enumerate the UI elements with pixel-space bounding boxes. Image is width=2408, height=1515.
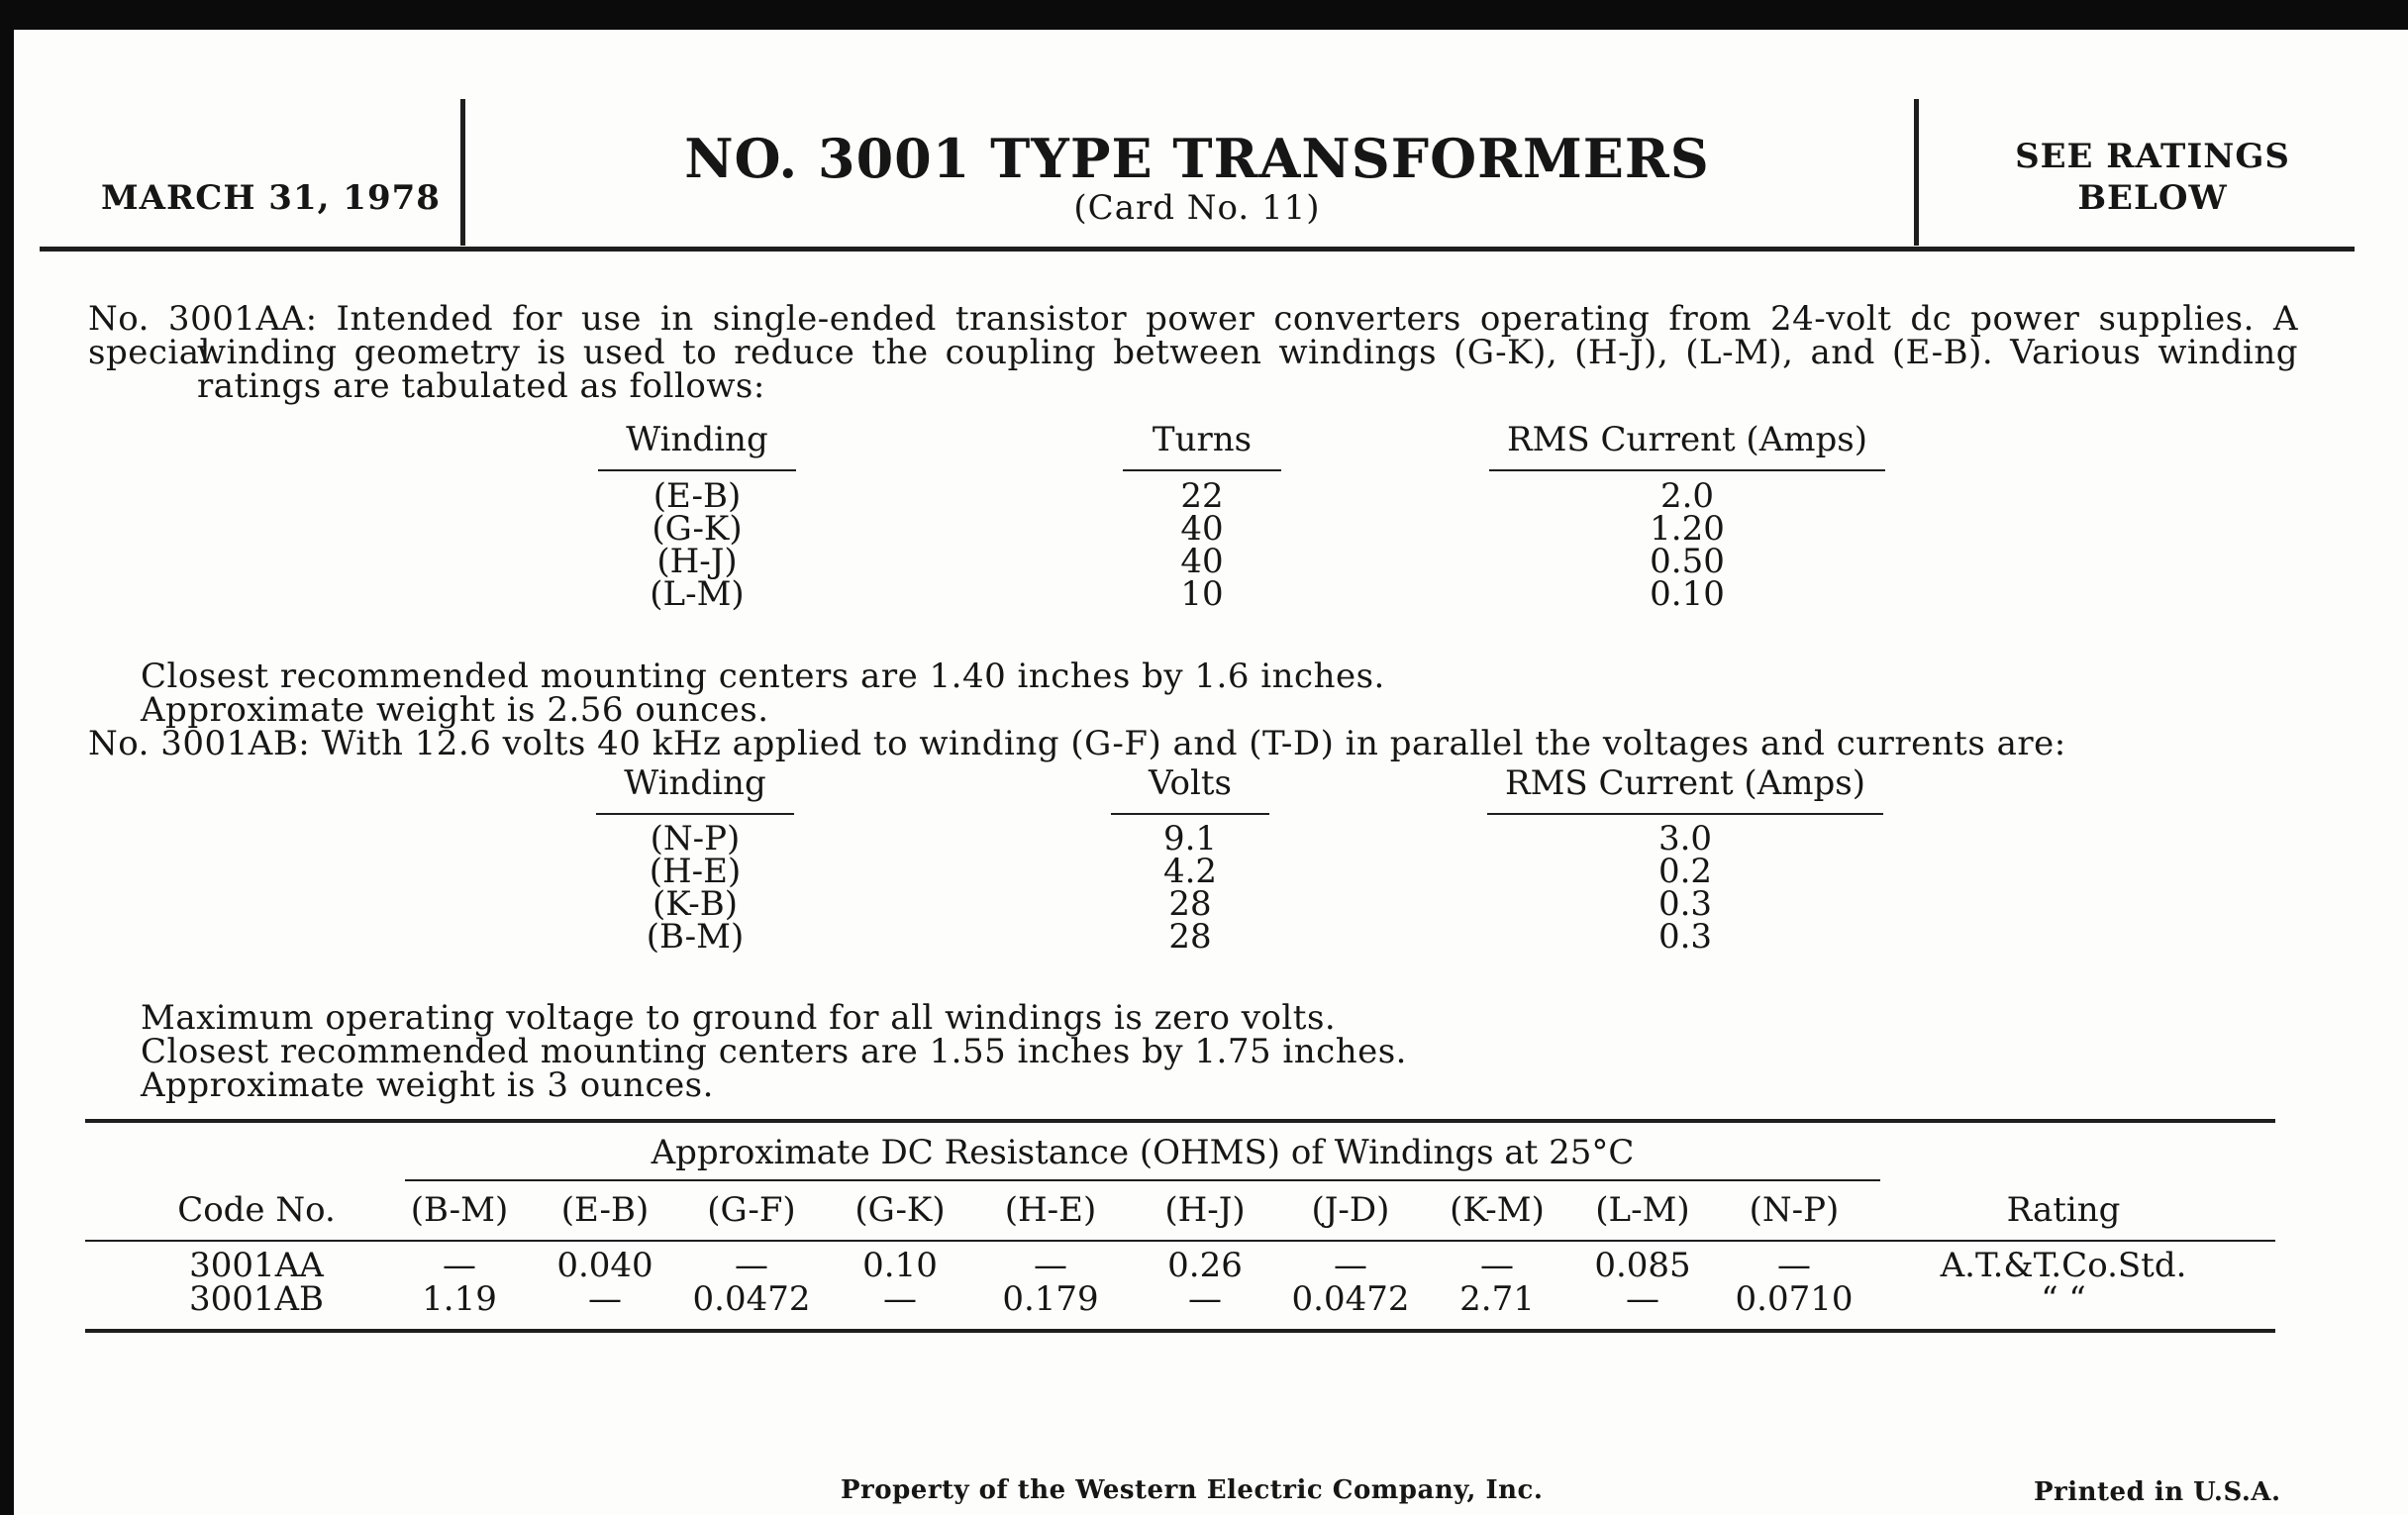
resistance-value: — — [443, 1246, 476, 1285]
card-number: (Card No. 11) — [1073, 188, 1321, 228]
aa-winding-column — [598, 476, 796, 614]
resistance-value: — — [1188, 1279, 1222, 1319]
resistance-value: 0.10 — [862, 1246, 938, 1285]
table-cell: 0.3 — [1657, 917, 1713, 957]
resistance-value: — — [1777, 1246, 1811, 1285]
resistance-value: — — [1626, 1279, 1659, 1319]
resistance-value: 0.0710 — [1735, 1279, 1854, 1319]
column-header: Rating — [2006, 1190, 2121, 1230]
table-cell: (H-E) — [649, 852, 742, 891]
table-cell: (K-B) — [652, 884, 738, 924]
aa-description-line3: ratings are tabulated as follows: — [197, 366, 765, 406]
column-header: (B-M) — [410, 1190, 509, 1230]
table-cell: 1.20 — [1650, 509, 1725, 549]
aa-col-turns: Turns — [1152, 420, 1253, 459]
footer-property: Property of the Western Electric Company, Inc. — [841, 1475, 1544, 1505]
resistance-value: 0.0472 — [692, 1279, 811, 1319]
aa-col-winding: Winding — [626, 420, 768, 459]
resistance-value: 0.26 — [1167, 1246, 1243, 1285]
rating-cell: A.T.&T.Co.Std. — [1940, 1246, 2187, 1285]
ab-volts-column — [1111, 819, 1269, 957]
rating-cell: “ “ — [2041, 1279, 2086, 1319]
table-cell: 9.1 — [1162, 819, 1218, 858]
column-header: (N-P) — [1749, 1190, 1840, 1230]
table-cell: (G-K) — [652, 509, 743, 549]
table-cell: 0.10 — [1650, 574, 1725, 614]
ab-voltage-note: Maximum operating voltage to ground for all windings is zero volts. — [141, 998, 1337, 1038]
header-rule — [40, 247, 2355, 252]
table-top-rule — [85, 1119, 2275, 1123]
ab-winding-column — [596, 819, 794, 957]
header-row-rule — [85, 1240, 2275, 1242]
ab-weight-note: Approximate weight is 3 ounces. — [141, 1065, 714, 1105]
aa-turns-column — [1123, 476, 1281, 614]
code-number: 3001AB — [188, 1279, 325, 1319]
table-cell: 22 — [1180, 476, 1224, 516]
table-cell: 40 — [1180, 509, 1224, 549]
ab-current-column — [1487, 819, 1883, 957]
ab-col-rule — [596, 813, 794, 815]
column-header: Code No. — [177, 1190, 336, 1230]
resistance-caption: Approximate DC Resistance (OHMS) of Windings at 25°C — [651, 1133, 1635, 1172]
resistance-value: 2.71 — [1459, 1279, 1535, 1319]
table-cell: (N-P) — [650, 819, 741, 858]
table-cell: (E-B) — [652, 476, 742, 516]
resistance-value: — — [883, 1279, 917, 1319]
ratings-note-line2: BELOW — [2077, 178, 2228, 218]
column-header: (H-E) — [1004, 1190, 1097, 1230]
resistance-value: 1.19 — [422, 1279, 497, 1319]
resistance-value: 0.085 — [1594, 1246, 1691, 1285]
column-header: (E-B) — [560, 1190, 650, 1230]
ab-col-current: RMS Current (Amps) — [1505, 763, 1865, 803]
page-title: NO. 3001 TYPE TRANSFORMERS — [684, 127, 1710, 190]
table-cell: 3.0 — [1657, 819, 1713, 858]
resistance-value: 0.179 — [1002, 1279, 1099, 1319]
table-cell: (B-M) — [646, 917, 745, 957]
header-divider-left — [460, 99, 465, 246]
aa-description-line2: winding geometry is used to reduce the coupling between windings (G-K), (H-J), (L-M), and (E-B). Various winding — [197, 333, 2298, 372]
table-cell: 0.3 — [1657, 884, 1713, 924]
aa-col-current: RMS Current (Amps) — [1507, 420, 1867, 459]
table-cell: 4.2 — [1162, 852, 1218, 891]
ab-col-winding: Winding — [624, 763, 766, 803]
column-header: (G-F) — [707, 1190, 796, 1230]
resistance-value: — — [588, 1279, 622, 1319]
table-cell: 28 — [1168, 917, 1212, 957]
column-header: (G-K) — [854, 1190, 946, 1230]
aa-col-rule — [1123, 469, 1281, 471]
ab-col-volts: Volts — [1149, 763, 1232, 803]
table-cell: 2.0 — [1659, 476, 1715, 516]
caption-rule — [405, 1179, 1880, 1181]
card-date: MARCH 31, 1978 — [101, 178, 441, 218]
table-cell: (H-J) — [656, 542, 738, 581]
code-number: 3001AA — [189, 1246, 324, 1285]
ab-description: No. 3001AB: With 12.6 volts 40 kHz applied to winding (G-F) and (T-D) in parallel the voltages and currents are: — [88, 724, 2066, 763]
table-cell: 0.2 — [1657, 852, 1713, 891]
ab-col-rule — [1487, 813, 1883, 815]
aa-col-rule — [598, 469, 796, 471]
aa-weight-note: Approximate weight is 2.56 ounces. — [141, 690, 769, 730]
column-header: (L-M) — [1595, 1190, 1690, 1230]
aa-description-line1: No. 3001AA: Intended for use in single-ended transistor power converters operating from 24-volt dc power supplies. A special — [88, 299, 2298, 372]
resistance-value: — — [1334, 1246, 1367, 1285]
aa-mounting-note: Closest recommended mounting centers are 1.40 inches by 1.6 inches. — [141, 656, 1385, 696]
ab-col-rule — [1111, 813, 1269, 815]
table-cell: 0.50 — [1650, 542, 1725, 581]
spec-card — [14, 30, 2408, 1515]
table-cell: 28 — [1168, 884, 1212, 924]
aa-col-rule — [1489, 469, 1885, 471]
column-header: (K-M) — [1450, 1190, 1545, 1230]
column-header: (J-D) — [1311, 1190, 1390, 1230]
footer-printed: Printed in U.S.A. — [2034, 1477, 2281, 1507]
table-cell: (L-M) — [650, 574, 745, 614]
ab-mounting-note: Closest recommended mounting centers are 1.55 inches by 1.75 inches. — [141, 1032, 1407, 1071]
resistance-value: — — [1480, 1246, 1514, 1285]
header-divider-right — [1914, 99, 1919, 246]
table-cell: 10 — [1180, 574, 1224, 614]
resistance-value: — — [1034, 1246, 1067, 1285]
aa-current-column — [1489, 476, 1885, 614]
table-cell: 40 — [1180, 542, 1224, 581]
column-header: (H-J) — [1164, 1190, 1246, 1230]
resistance-value: 0.040 — [556, 1246, 653, 1285]
resistance-value: — — [735, 1246, 768, 1285]
ratings-note-line1: SEE RATINGS — [2015, 137, 2290, 176]
resistance-value: 0.0472 — [1291, 1279, 1410, 1319]
table-bottom-rule — [85, 1329, 2275, 1333]
